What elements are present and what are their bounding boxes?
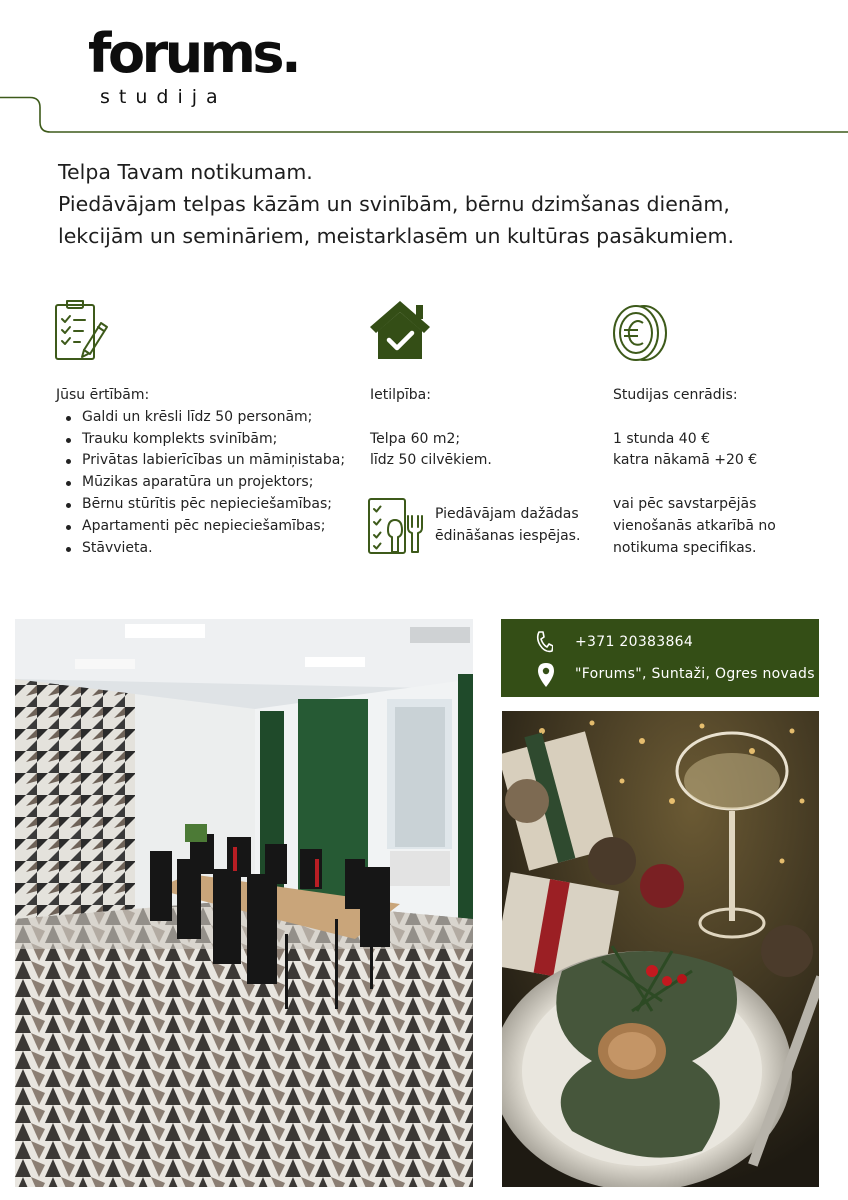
catering-line-1: Piedāvājam dažādas xyxy=(435,506,579,522)
intro-text xyxy=(58,156,798,252)
catering-line-2: ēdināšanas iespējas. xyxy=(435,527,581,544)
pricing-note-3: notikuma specifikas. xyxy=(613,539,757,556)
list-item: Trauku komplekts svinībām; xyxy=(56,429,345,451)
contact-phone[interactable]: +371 20383864 xyxy=(575,634,694,650)
list-item: Galdi un krēsli līdz 50 personām; xyxy=(56,407,345,429)
pricing-note-2: vienošanās atkarībā no xyxy=(613,517,776,534)
amenities-list xyxy=(56,407,345,560)
intro-line-2: Piedāvājam telpas kāzām un svinībām, bērnu dzimšanas dienām, xyxy=(58,192,730,216)
header-divider-line xyxy=(0,96,848,136)
intro-line-3: lekcijām un semināriem, meistarklasēm un kultūras pasākumiem. xyxy=(58,224,734,248)
euro-coin-icon xyxy=(611,303,669,363)
price-first-hour: 1 stunda 40 € xyxy=(613,430,710,447)
list-item: Privātas labierīcības un māmiņistaba; xyxy=(56,450,345,472)
contact-phone-row[interactable] xyxy=(501,631,819,657)
list-item: Apartamenti pēc nepieciešamības; xyxy=(56,516,345,538)
list-item: Mūzikas aparatūra un projektors; xyxy=(56,472,345,494)
capacity-area: Telpa 60 m2; xyxy=(370,430,461,447)
capacity-title: Ietilpība: xyxy=(370,387,431,403)
amenities-title: Jūsu ērtībām: xyxy=(56,387,150,403)
intro-line-1: Telpa Tavam notikumam. xyxy=(58,160,313,184)
catering-text xyxy=(435,504,580,548)
capacity-people: līdz 50 cilvēkiem. xyxy=(370,452,492,469)
contact-address: "Forums", Suntaži, Ogres novads xyxy=(575,666,815,682)
capacity-section xyxy=(370,385,492,472)
room-interior-photo xyxy=(15,619,473,1187)
pricing-note-1: vai pēc savstarpējās xyxy=(613,495,757,512)
amenities-section xyxy=(56,385,345,559)
logo-wordmark: forums. xyxy=(88,22,299,85)
clipboard-checklist-icon xyxy=(54,298,110,362)
location-pin-icon xyxy=(537,662,555,692)
phone-icon xyxy=(535,631,553,657)
list-item: Stāvvieta. xyxy=(56,538,345,560)
pricing-section xyxy=(613,385,776,559)
logo-subtitle: studija xyxy=(100,86,227,108)
contact-address-row xyxy=(501,663,819,689)
menu-cutlery-icon xyxy=(367,496,425,556)
contact-box xyxy=(501,619,819,697)
festive-table-photo xyxy=(502,711,819,1187)
house-check-icon xyxy=(367,297,433,361)
pricing-title: Studijas cenrādis: xyxy=(613,387,738,403)
price-next-hour: katra nākamā +20 € xyxy=(613,452,758,469)
list-item: Bērnu stūrītis pēc nepieciešamības; xyxy=(56,494,345,516)
